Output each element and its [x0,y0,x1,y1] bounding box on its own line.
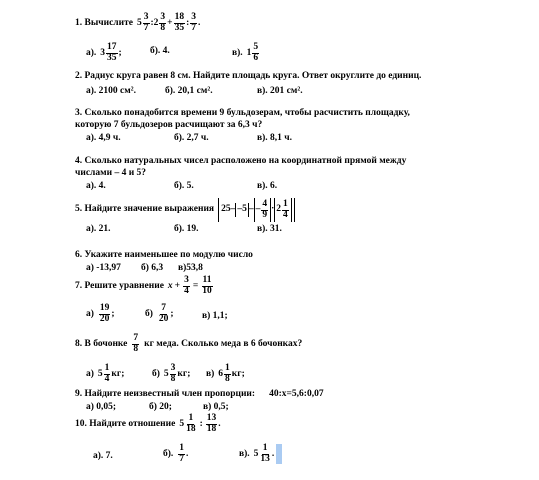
q1-answer-a: а). 3 $\frac{17}{35}$ ; [86,42,122,63]
q9-answer-a: а) 0,05; [86,402,117,412]
q1-answer-b: б). 4. [150,46,170,56]
q5-answer-a: а). 21. [86,224,111,234]
q10-answer-a: а). 7. [93,451,113,461]
q10-answer-c: в). 5 $\frac{1}{13}$ . [239,444,282,465]
q4-line2: числами – 4 и 5? [75,168,147,178]
q3-line1: 3. Сколько понадобится времени 9 бульдозерам, чтобы расчистить площадку, [75,108,410,118]
q4-line1: 4. Сколько натуральных чисел расположено на координатной прямой между [75,156,407,166]
q4-answer-a: а). 4. [86,181,106,191]
q9-line: 9. Найдите неизвестный член пропорции: 40:x=5,6:0,07 [75,389,324,399]
q8-answer-b: б) 5 $\frac{3}{8}$ кг; [152,363,191,384]
text-selection-highlight [276,444,282,464]
q9-answer-c: в) 0,5; [203,402,229,412]
fraction: $\frac{3}{8}$ [160,12,166,33]
q5-answer-b: б). 19. [174,224,199,234]
q3-answer-a: а). 4,9 ч. [86,133,121,143]
q5-line [75,198,295,222]
q10-line: 10. Найдите отношение 5 $\frac{1}{18}$ : $\frac{13}{18}$ . [75,413,221,434]
q6-answer-b: б) 6,3 [141,263,164,273]
q10-expression: 5 $\frac{1}{18}$ : $\frac{13}{18}$ . [179,413,221,434]
q1-prompt: 1. Вычислите [75,17,133,28]
q7-line [75,276,214,297]
q7-answer-c: в) 1,1; [202,311,228,321]
q6-answer-c: в)53,8 [178,263,203,273]
q5-prompt: 5. Найдите значение выражения [75,204,215,215]
q2-answer-c: в). 201 см². [257,86,303,96]
q1-line [75,13,200,34]
q10-answer-b: б). $\frac{1}{7}$ . [163,443,189,464]
q6-answer-a: а) -13,97 [86,263,121,273]
q5-answer-c: в). 31. [257,224,282,234]
q7-answer-a: а) $\frac{19}{20}$ ; [86,303,115,324]
q1-expression: 5 $\frac{3}{7}$ :2 $\frac{3}{8}$ + $\frac{18}{35}$ : $\frac{3}{7}$ . [137,12,201,33]
q7-answer-b: б) $\frac{7}{20}$ ; [145,303,174,324]
q4-answer-b: б). 5. [174,181,194,191]
q4-answer-c: в). 6. [257,181,278,191]
q7-equation: x + $\frac{3}{4}$ = $\frac{11}{10}$ [167,275,212,296]
q8-line: 8. В бочонке $\frac{7}{8}$ кг меда. Сколько меда в 6 бочонках? [75,333,303,354]
q3-line2: которую 7 бульдозеров расчищают за 6,3 ч? [75,120,263,130]
fraction: $\frac{3}{7}$ [191,12,197,33]
q7-prompt: 7. Решите уравнение [75,280,164,291]
q3-answer-b: б). 2,7 ч. [174,133,209,143]
q2-text: 2. Радиус круга равен 8 см. Найдите площадь круга. Ответ округлите до единиц. [75,71,422,81]
q2-answer-b: б). 20,1 см². [165,86,213,96]
q3-answer-c: в). 8,1 ч. [257,133,293,143]
q8-answer-a: а) 5 $\frac{1}{4}$ кг; [86,363,125,384]
fraction: $\frac{7}{8}$ [133,333,139,354]
fraction: $\frac{18}{35}$ [174,12,185,33]
q5-expression: 25 – –5 – – $\frac{4}{9}$ · 2 $\frac{1}{4}$ [218,198,295,222]
q6-text: 6. Укажите наименьшее по модулю число [75,250,253,260]
q2-answer-a: а). 2100 см². [86,86,136,96]
q9-answer-b: б) 20; [149,402,172,412]
q1-answer-c: в). 1 $\frac{5}{6}$ [232,42,259,63]
q9-proportion: 40:x=5,6:0,07 [269,389,324,399]
q8-answer-c: в) 6 $\frac{1}{8}$ кг; [206,363,245,384]
fraction: $\frac{3}{7}$ [143,12,149,33]
